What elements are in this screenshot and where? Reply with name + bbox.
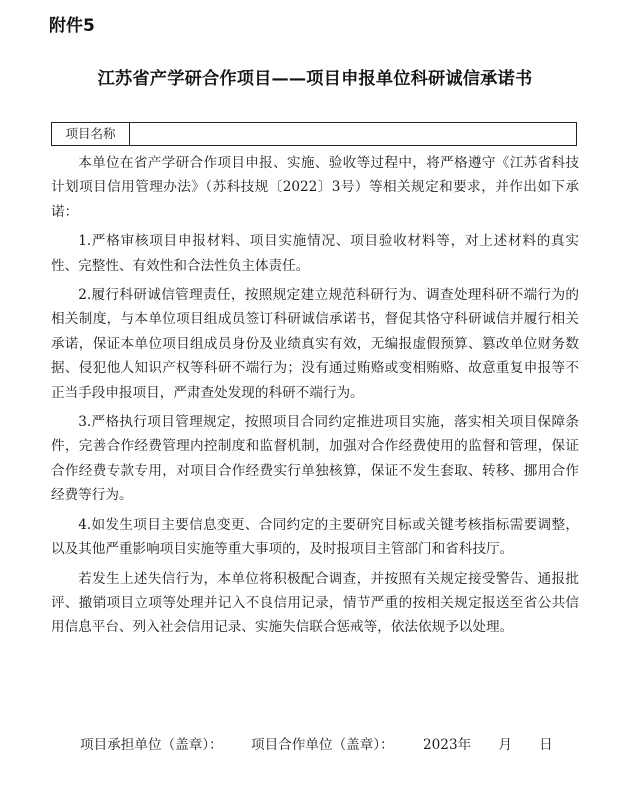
cooperation-unit-seal: 项目合作单位（盖章）： [251, 737, 394, 753]
project-name-label: 项目名称 [52, 123, 130, 145]
project-name-field[interactable] [130, 123, 576, 145]
breach-clause-paragraph: 若发生上述失信行为，本单位将积极配合调查，并按照有关规定接受警告、通报批评、撤销项目立项等处理并记入不良信用记录，情节严重的按相关规定报送至省公共信用信息平台、列入社会信用记录、实施失信联合惩戒等，依法依规予以处理。 [51, 570, 579, 636]
project-name-row [51, 122, 577, 146]
commitment-item-1: 1.严格审核项目申报材料、项目实施情况、项目验收材料等，对上述材料的真实性、完整性、有效性和合法性负主体责任。 [51, 233, 579, 274]
commitment-item-3: 3.严格执行项目管理规定，按照项目合同约定推进项目实施，落实相关项目保障条件，完善合作经费管理内控制度和监督机制，加强对合作经费使用的监督和管理，保证合作经费专款专用，对项目合作经费实行单独核算，保证不发生套取、转移、挪用合作经费等行为。 [51, 414, 579, 504]
attachment-label: 附件5 [49, 16, 95, 36]
undertaking-unit-seal: 项目承担单位（盖章）： [80, 737, 223, 753]
signature-date: 2023年 月 日 [423, 737, 553, 753]
commitment-body [51, 151, 579, 645]
commitment-item-2: 2.履行科研诚信管理责任，按照规定建立规范科研行为、调查处理科研不端行为的相关制度，与本单位项目组成员签订科研诚信承诺书，督促其恪守科研诚信并履行相关承诺，保证本单位项目组成员身份及业绩真实有效，无编报虚假预算、篡改单位财务数据、侵犯他人知识产权等科研不端行为；没有通过贿赂或变相贿赂、故意重复申报等不正当手段申报项目，严肃查处发现的科研不端行为。 [51, 287, 579, 401]
intro-paragraph: 本单位在省产学研合作项目申报、实施、验收等过程中，将严格遵守《江苏省科技计划项目信用管理办法》（苏科技规〔2022〕3号）等相关规定和要求，并作出如下承诺： [51, 155, 579, 220]
commitment-item-4: 4.如发生项目主要信息变更、合同约定的主要研究目标或关键考核指标需要调整，以及其他严重影响项目实施等重大事项的，及时报项目主管部门和省科技厅。 [51, 516, 579, 558]
document-title: 江苏省产学研合作项目——项目申报单位科研诚信承诺书 [97, 69, 533, 89]
